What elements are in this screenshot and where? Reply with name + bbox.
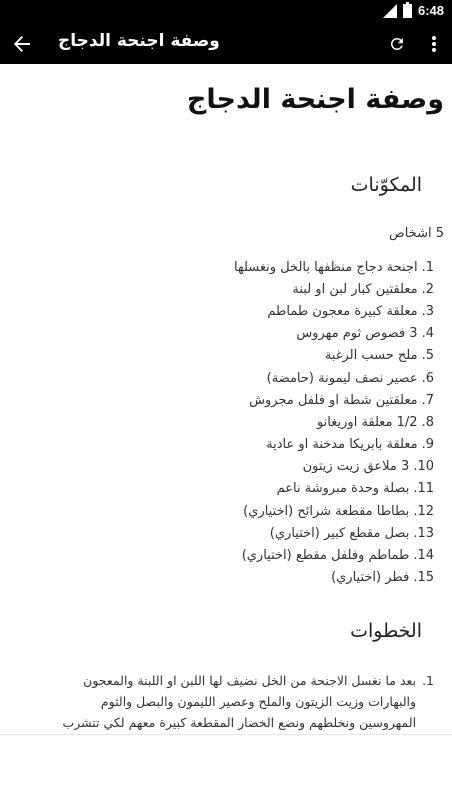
ingredient-item bbox=[234, 323, 434, 345]
status-time: 6:48 bbox=[417, 3, 444, 18]
ingredient-item bbox=[234, 567, 434, 589]
ingredient-text: 3 ملاعق زيت زيتون bbox=[302, 459, 410, 475]
signal-icon bbox=[383, 4, 397, 18]
ingredient-item bbox=[234, 389, 434, 411]
more-vert-icon[interactable] bbox=[426, 31, 442, 57]
app-bar bbox=[0, 24, 452, 64]
ingredient-text: اجنحة دجاج منظفها بالخل ونغسلها bbox=[234, 259, 418, 275]
ingredient-number: 10. bbox=[413, 459, 434, 475]
ingredients-list bbox=[234, 256, 434, 589]
ingredient-text: 1/2 معلقة اوريغانو bbox=[316, 414, 418, 430]
ingredients-heading: المكوّنات bbox=[350, 174, 422, 196]
ingredient-item bbox=[234, 411, 434, 433]
ingredient-number: 4. bbox=[421, 326, 434, 342]
ingredient-number: 1. bbox=[421, 259, 434, 275]
status-bar bbox=[0, 0, 452, 24]
ingredient-item bbox=[234, 456, 434, 478]
ingredient-text: ملح حسب الرغبة bbox=[324, 348, 418, 364]
ingredient-item bbox=[234, 500, 434, 522]
ingredient-number: 13. bbox=[413, 525, 434, 541]
ingredient-text: معلقة بابريكا مدخنة او عادية bbox=[266, 437, 418, 453]
ingredient-text: معلقة كبيرة معجون طماطم bbox=[267, 303, 418, 319]
ingredient-text: بصل مقطع كبير (اختياري) bbox=[269, 525, 410, 541]
ingredient-number: 11. bbox=[413, 481, 434, 497]
ingredient-text: بصلة وحدة مبروشة ناعم bbox=[276, 481, 410, 497]
servings-text: 5 اشخاص bbox=[389, 226, 444, 241]
ingredient-text: بطاطا مقطعة شرائح (اختياري) bbox=[243, 503, 410, 519]
ingredient-number: 12. bbox=[413, 503, 434, 519]
ingredient-item bbox=[234, 300, 434, 322]
bottom-area bbox=[0, 734, 452, 800]
ingredient-text: 3 فصوص ثوم مهروس bbox=[296, 326, 418, 342]
ingredient-text: عصير نصف ليمونة (حامضة) bbox=[266, 370, 418, 386]
ingredient-number: 15. bbox=[413, 570, 434, 586]
ingredient-text: معلقتين شطة او فلفل مجروش bbox=[249, 392, 418, 408]
ingredient-item bbox=[234, 522, 434, 544]
ingredient-number: 5. bbox=[421, 348, 434, 364]
ingredient-text: معلقتين كبار لبن او لبنة bbox=[292, 281, 418, 297]
status-icons bbox=[383, 3, 444, 18]
ingredient-item bbox=[234, 478, 434, 500]
ingredient-item bbox=[234, 367, 434, 389]
refresh-icon[interactable] bbox=[384, 31, 410, 57]
ingredient-text: فطر (اختياري) bbox=[331, 570, 410, 586]
arrow-back-icon[interactable] bbox=[8, 30, 36, 58]
steps-heading: الخطوات bbox=[350, 620, 422, 642]
battery-icon bbox=[403, 4, 412, 18]
ingredient-item bbox=[234, 434, 434, 456]
ingredient-number: 6. bbox=[421, 370, 434, 386]
step-text: بعد ما نغسل الاجنحة من الخل نضيف لها اللبن او اللبنة والمعجون والبهارات وزيت الزيتون والملح وعصير الليمون والبصل والثوم المهروسين ونخلطهم ونضع الخضار المقطعة كبيرة معهم لكي تتشرب bbox=[62, 673, 417, 730]
ingredient-number: 14. bbox=[413, 548, 434, 564]
ingredient-item bbox=[234, 256, 434, 278]
ingredient-number: 8. bbox=[421, 414, 434, 430]
ingredient-text: طماطم وفلفل مقطع (اختياري) bbox=[241, 548, 410, 564]
ingredient-number: 3. bbox=[421, 303, 434, 319]
page-title: وصفة اجنحة الدجاج bbox=[186, 84, 444, 115]
ingredient-item bbox=[234, 544, 434, 566]
ingredient-number: 2. bbox=[421, 281, 434, 297]
recipe-content[interactable] bbox=[0, 64, 452, 734]
ingredient-item bbox=[234, 345, 434, 367]
ingredient-item bbox=[234, 278, 434, 300]
app-bar-title: وصفة اجنحة الدجاج bbox=[58, 31, 220, 51]
ingredient-number: 9. bbox=[421, 437, 434, 453]
step-number: 1. bbox=[422, 673, 434, 688]
ingredient-number: 7. bbox=[421, 392, 434, 408]
